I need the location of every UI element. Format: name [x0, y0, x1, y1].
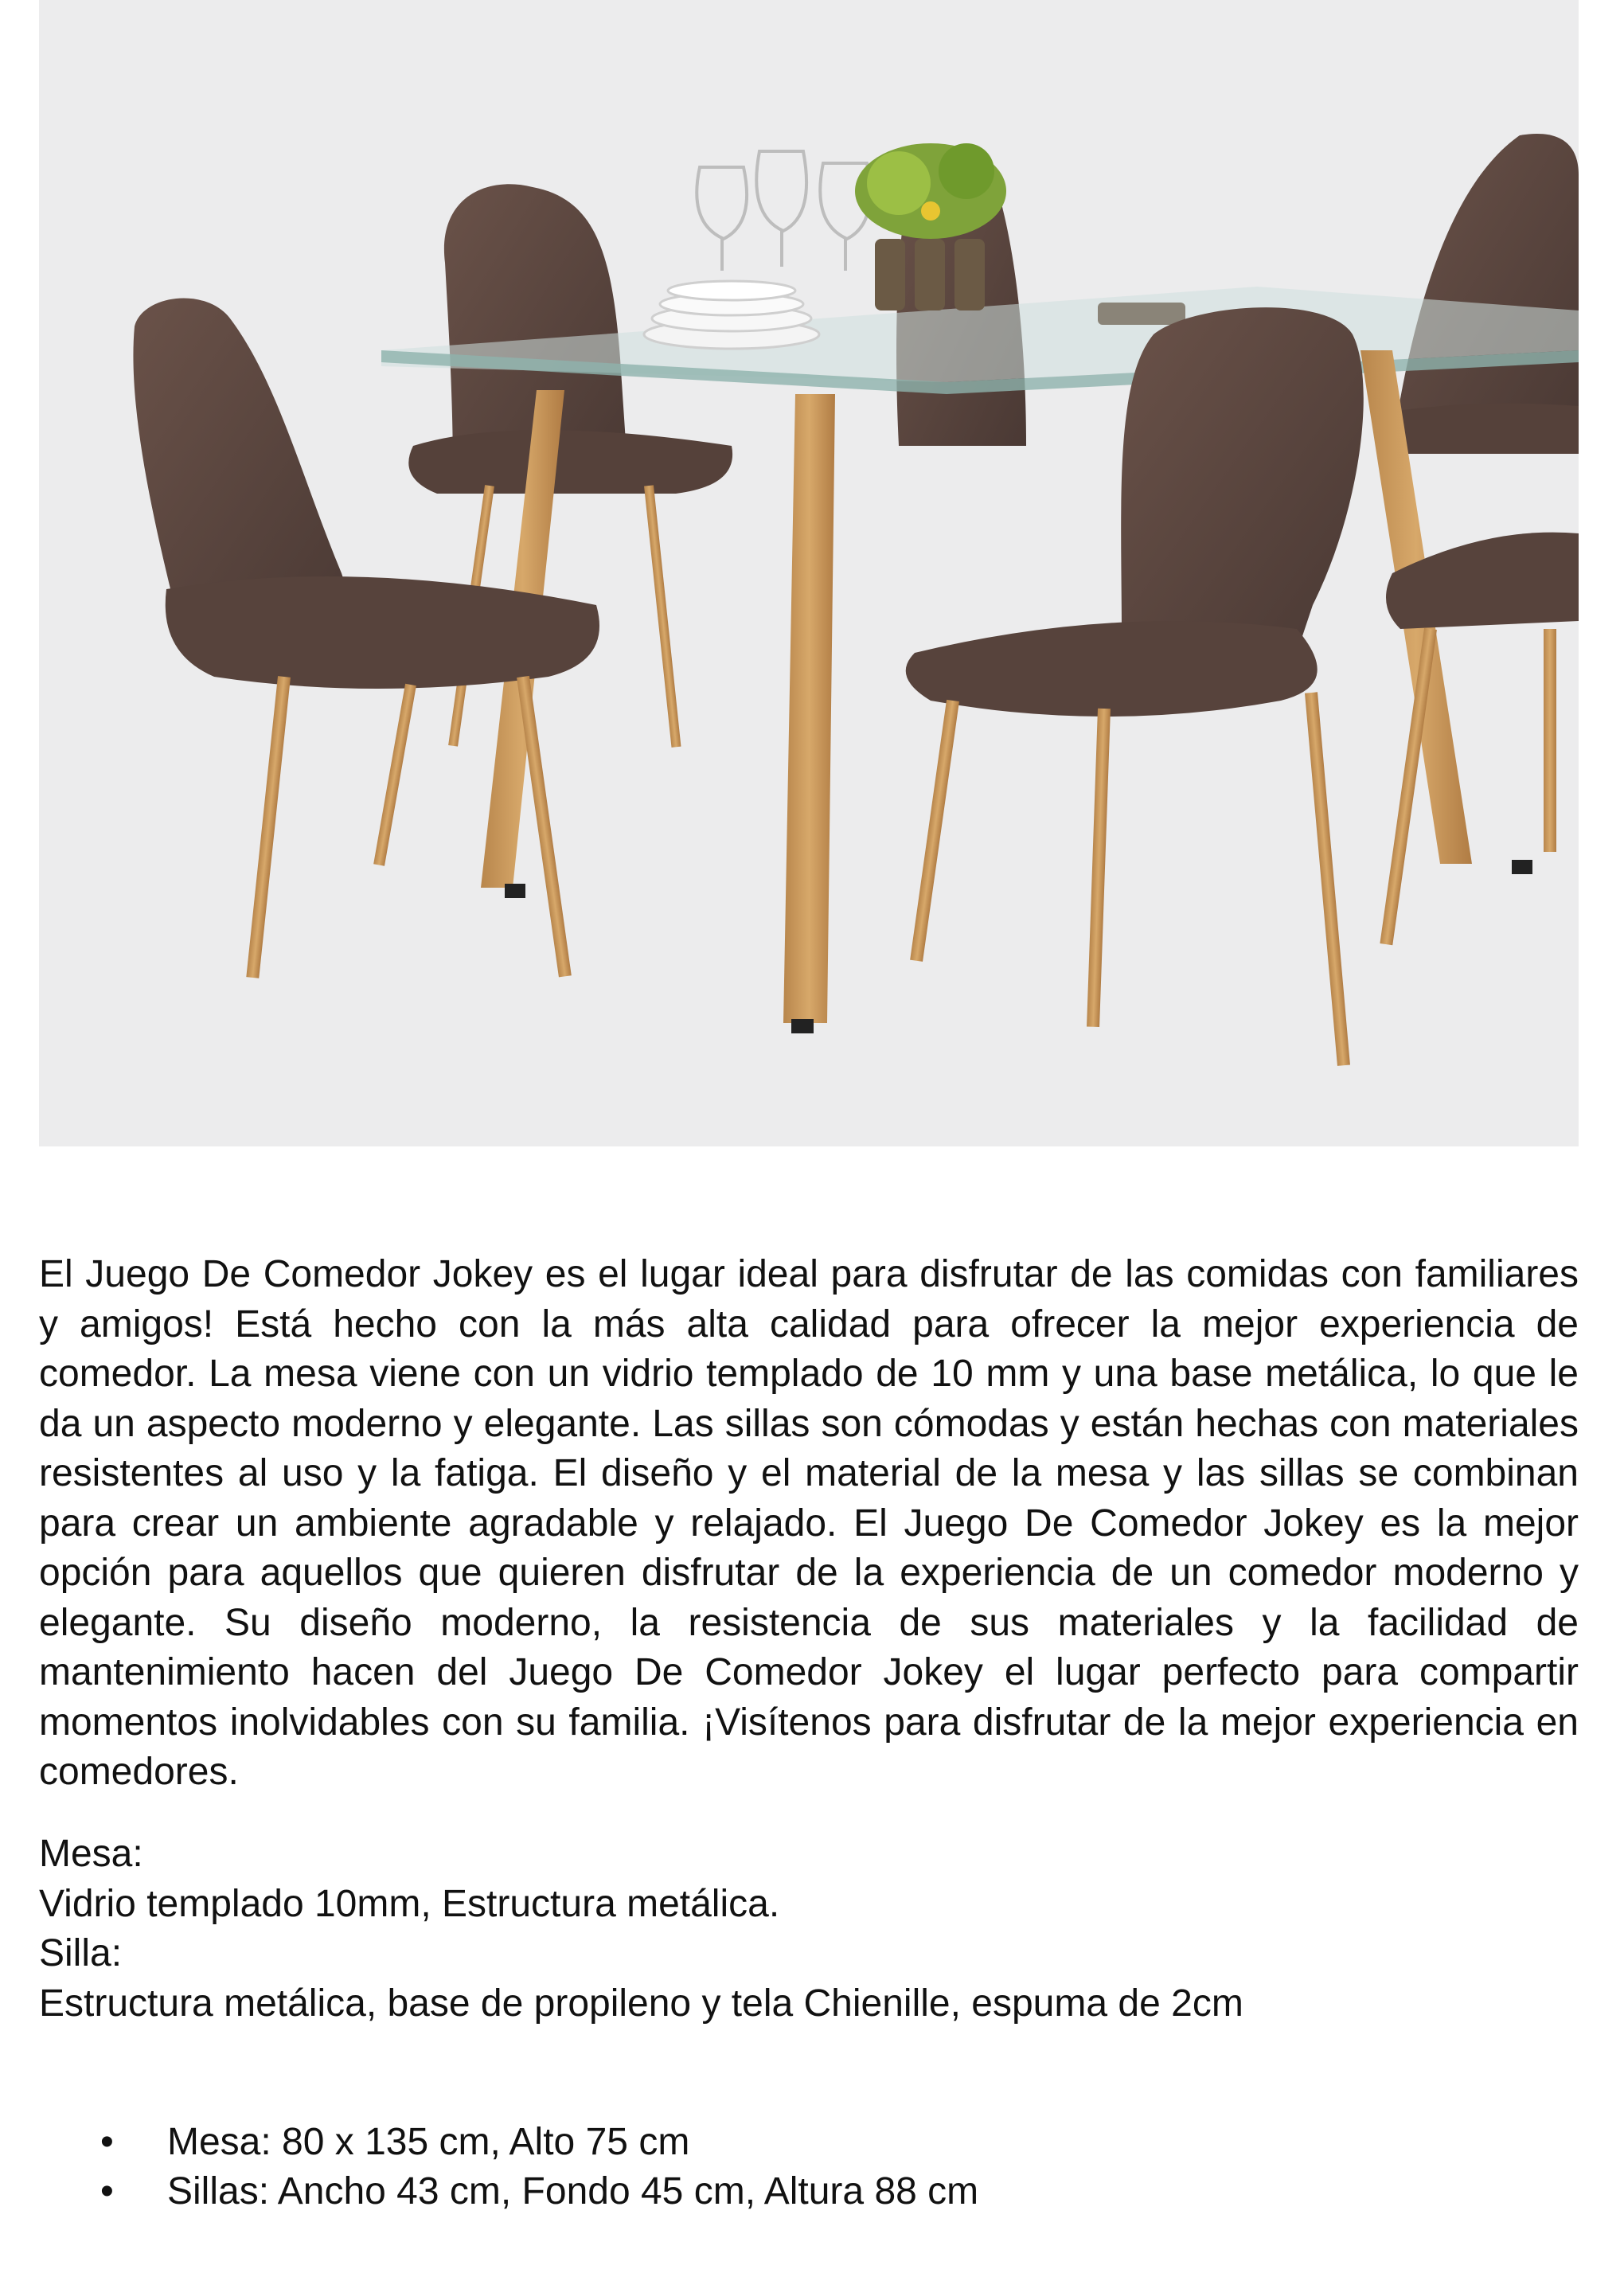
- chair-dimensions: Sillas: Ancho 43 cm, Fondo 45 cm, Altura 88 cm: [167, 2170, 979, 2212]
- product-photo: [39, 0, 1579, 1146]
- table-heading: Mesa:: [39, 1833, 143, 1875]
- list-item: [88, 2167, 1521, 2216]
- bullet-icon: •: [100, 2121, 114, 2163]
- chair-heading: Silla:: [39, 1932, 123, 1974]
- product-description: El Juego De Comedor Jokey es el lugar ideal para disfrutar de las comidas con familiares y amigos! Está hecho con la más alta calidad para ofrecer la mejor experiencia de comedor. La mesa viene con un vidrio templado de 10 mm y una base metálica, lo que le da un aspecto moderno y elegante. Las sillas son cómodas y están hechas con materiales resistentes al uso y la fatiga. El diseño y el material de la mesa y las sillas se combinan para crear un ambiente agradable y relajado. El Juego De Comedor Jokey es la mejor opción para aquellos que quieren disfrutar de la experiencia de un comedor moderno y elegante. Su diseño moderno, la resistencia de sus materiales y la facilidad de mantenimiento hacen del Juego De Comedor Jokey el lugar perfecto para compartir momentos inolvidables con su familia. ¡Visítenos para disfrutar de la mejor experiencia en comedores.: [39, 1253, 1579, 1793]
- materials-section: [39, 1830, 1579, 2029]
- chair-materials: Estructura metálica, base de propileno y tela Chienille, espuma de 2cm: [39, 1982, 1243, 2025]
- table-materials: Vidrio templado 10mm, Estructura metálica.: [39, 1882, 780, 1925]
- table-dimensions: Mesa: 80 x 135 cm, Alto 75 cm: [167, 2121, 690, 2163]
- dimensions-list: [88, 2118, 1521, 2216]
- list-item: [88, 2118, 1521, 2167]
- bullet-icon: •: [100, 2170, 114, 2212]
- dining-set-illustration: [39, 0, 1579, 1146]
